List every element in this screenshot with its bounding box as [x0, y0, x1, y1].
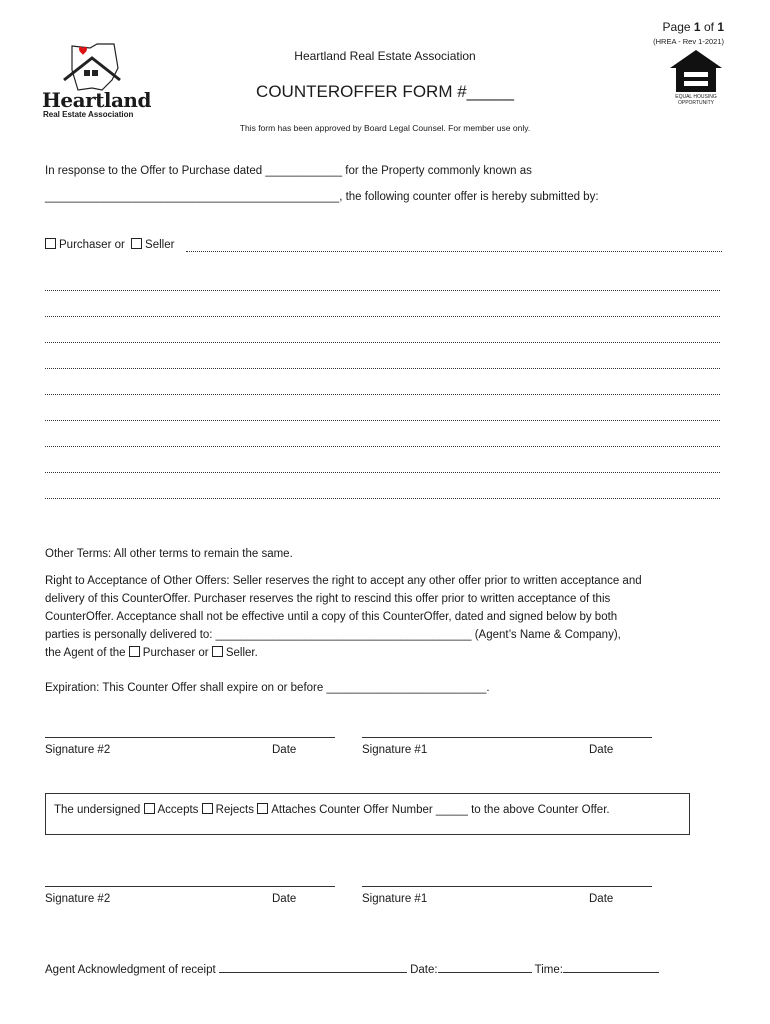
- ack-time-label: Time:: [534, 964, 563, 976]
- purchaser-label: Purchaser or: [59, 239, 125, 251]
- eho-caption-2: OPPORTUNITY: [677, 100, 715, 106]
- ack-date-field[interactable]: [438, 961, 532, 973]
- counter-terms-line[interactable]: [45, 342, 720, 343]
- page-total: 1: [717, 20, 724, 34]
- signature-1-line[interactable]: [362, 737, 652, 738]
- rejects-label: Rejects: [215, 804, 254, 816]
- revision-label: (HREA - Rev 1-2021): [653, 37, 724, 46]
- date-label: Date: [272, 744, 297, 756]
- right-to-acceptance: [45, 572, 642, 662]
- seller-checkbox[interactable]: [131, 238, 142, 249]
- logo-wordmark: Heartland: [42, 88, 151, 112]
- counter-terms-line[interactable]: [45, 316, 720, 317]
- counter-terms-line[interactable]: [45, 446, 720, 447]
- form-title: COUNTEROFFER FORM #_____: [256, 82, 514, 101]
- counter-terms-line[interactable]: [45, 394, 720, 395]
- attaches-checkbox[interactable]: [257, 803, 268, 814]
- page-number: [663, 20, 724, 35]
- agent-of-line: [45, 644, 642, 662]
- right-line-1: Right to Acceptance of Other Offers: Seller reserves the right to accept any other offer prior to written acceptance and: [45, 575, 642, 587]
- approval-note: This form has been approved by Board Legal Counsel. For member use only.: [239, 123, 531, 133]
- agent-seller-label: Seller.: [225, 647, 258, 659]
- date-label: Date: [272, 893, 297, 905]
- counter-terms-line[interactable]: [45, 368, 720, 369]
- signature-2-line[interactable]: [45, 886, 335, 887]
- expiration-line[interactable]: Expiration: This Counter Offer shall expire on or before _________________________.: [45, 682, 490, 694]
- counter-terms-line[interactable]: [45, 290, 720, 291]
- date-label: Date: [589, 893, 614, 905]
- eho-caption-1: EQUAL HOUSING: [675, 94, 717, 100]
- ack-time-field[interactable]: [563, 961, 659, 973]
- association-name: Heartland Real Estate Association: [294, 49, 476, 63]
- right-line-3: CounterOffer. Acceptance shall not be effective until a copy of this CounterOffer, dated and signed below by both: [45, 611, 618, 623]
- other-terms: Other Terms: All other terms to remain the same.: [45, 548, 293, 560]
- counter-terms-line[interactable]: [45, 420, 720, 421]
- signature-2-label: Signature #2: [45, 893, 111, 905]
- acknowledgment-label: Agent Acknowledgment of receipt: [45, 964, 216, 976]
- signature-2-label: Signature #2: [45, 744, 111, 756]
- agent-delivery-line[interactable]: parties is personally delivered to: ________________________________________ (Agent’s Name & Company),: [45, 629, 621, 641]
- response-line: [54, 803, 610, 818]
- equal-housing-logo: [668, 48, 724, 110]
- response-lead: The undersigned: [54, 804, 141, 816]
- logo-subtitle: Real Estate Association: [43, 110, 134, 119]
- counter-terms-line[interactable]: [45, 498, 720, 499]
- offer-date-line[interactable]: In response to the Offer to Purchase dated ____________ for the Property commonly known as: [45, 165, 532, 177]
- acknowledgment-field[interactable]: [219, 961, 407, 973]
- signature-1-label: Signature #1: [362, 893, 428, 905]
- ack-date-label: Date:: [410, 964, 438, 976]
- accepts-checkbox[interactable]: [144, 803, 155, 814]
- equal-housing-icon: [668, 48, 724, 94]
- page-of: of: [703, 20, 714, 34]
- agent-purchaser-checkbox[interactable]: [129, 646, 140, 657]
- signature-1-label: Signature #1: [362, 744, 428, 756]
- accepts-label: Accepts: [157, 804, 199, 816]
- property-address-line[interactable]: ______________________________________________, the following counter offer is hereby submitted by:: [45, 191, 599, 203]
- counter-terms-line[interactable]: [45, 472, 720, 473]
- rejects-checkbox[interactable]: [202, 803, 213, 814]
- response-box: [45, 793, 690, 835]
- right-line-2: delivery of this CounterOffer. Purchaser reserves the right to rescind this offer prior to written acceptance of this: [45, 593, 611, 605]
- acknowledgment-line: [45, 961, 659, 978]
- agent-seller-checkbox[interactable]: [212, 646, 223, 657]
- date-label: Date: [589, 744, 614, 756]
- page-current: 1: [693, 20, 701, 34]
- agent-purchaser-label: Purchaser or: [142, 647, 209, 659]
- signature-1-line[interactable]: [362, 886, 652, 887]
- signature-2-line[interactable]: [45, 737, 335, 738]
- attaches-label: Attaches Counter Offer Number _____ to the above Counter Offer.: [271, 804, 610, 816]
- purchaser-checkbox[interactable]: [45, 238, 56, 249]
- page-label: Page: [662, 20, 691, 34]
- seller-label: Seller: [145, 239, 175, 251]
- submitter-name-line[interactable]: [186, 251, 722, 252]
- agent-of-label: the Agent of the: [45, 647, 126, 659]
